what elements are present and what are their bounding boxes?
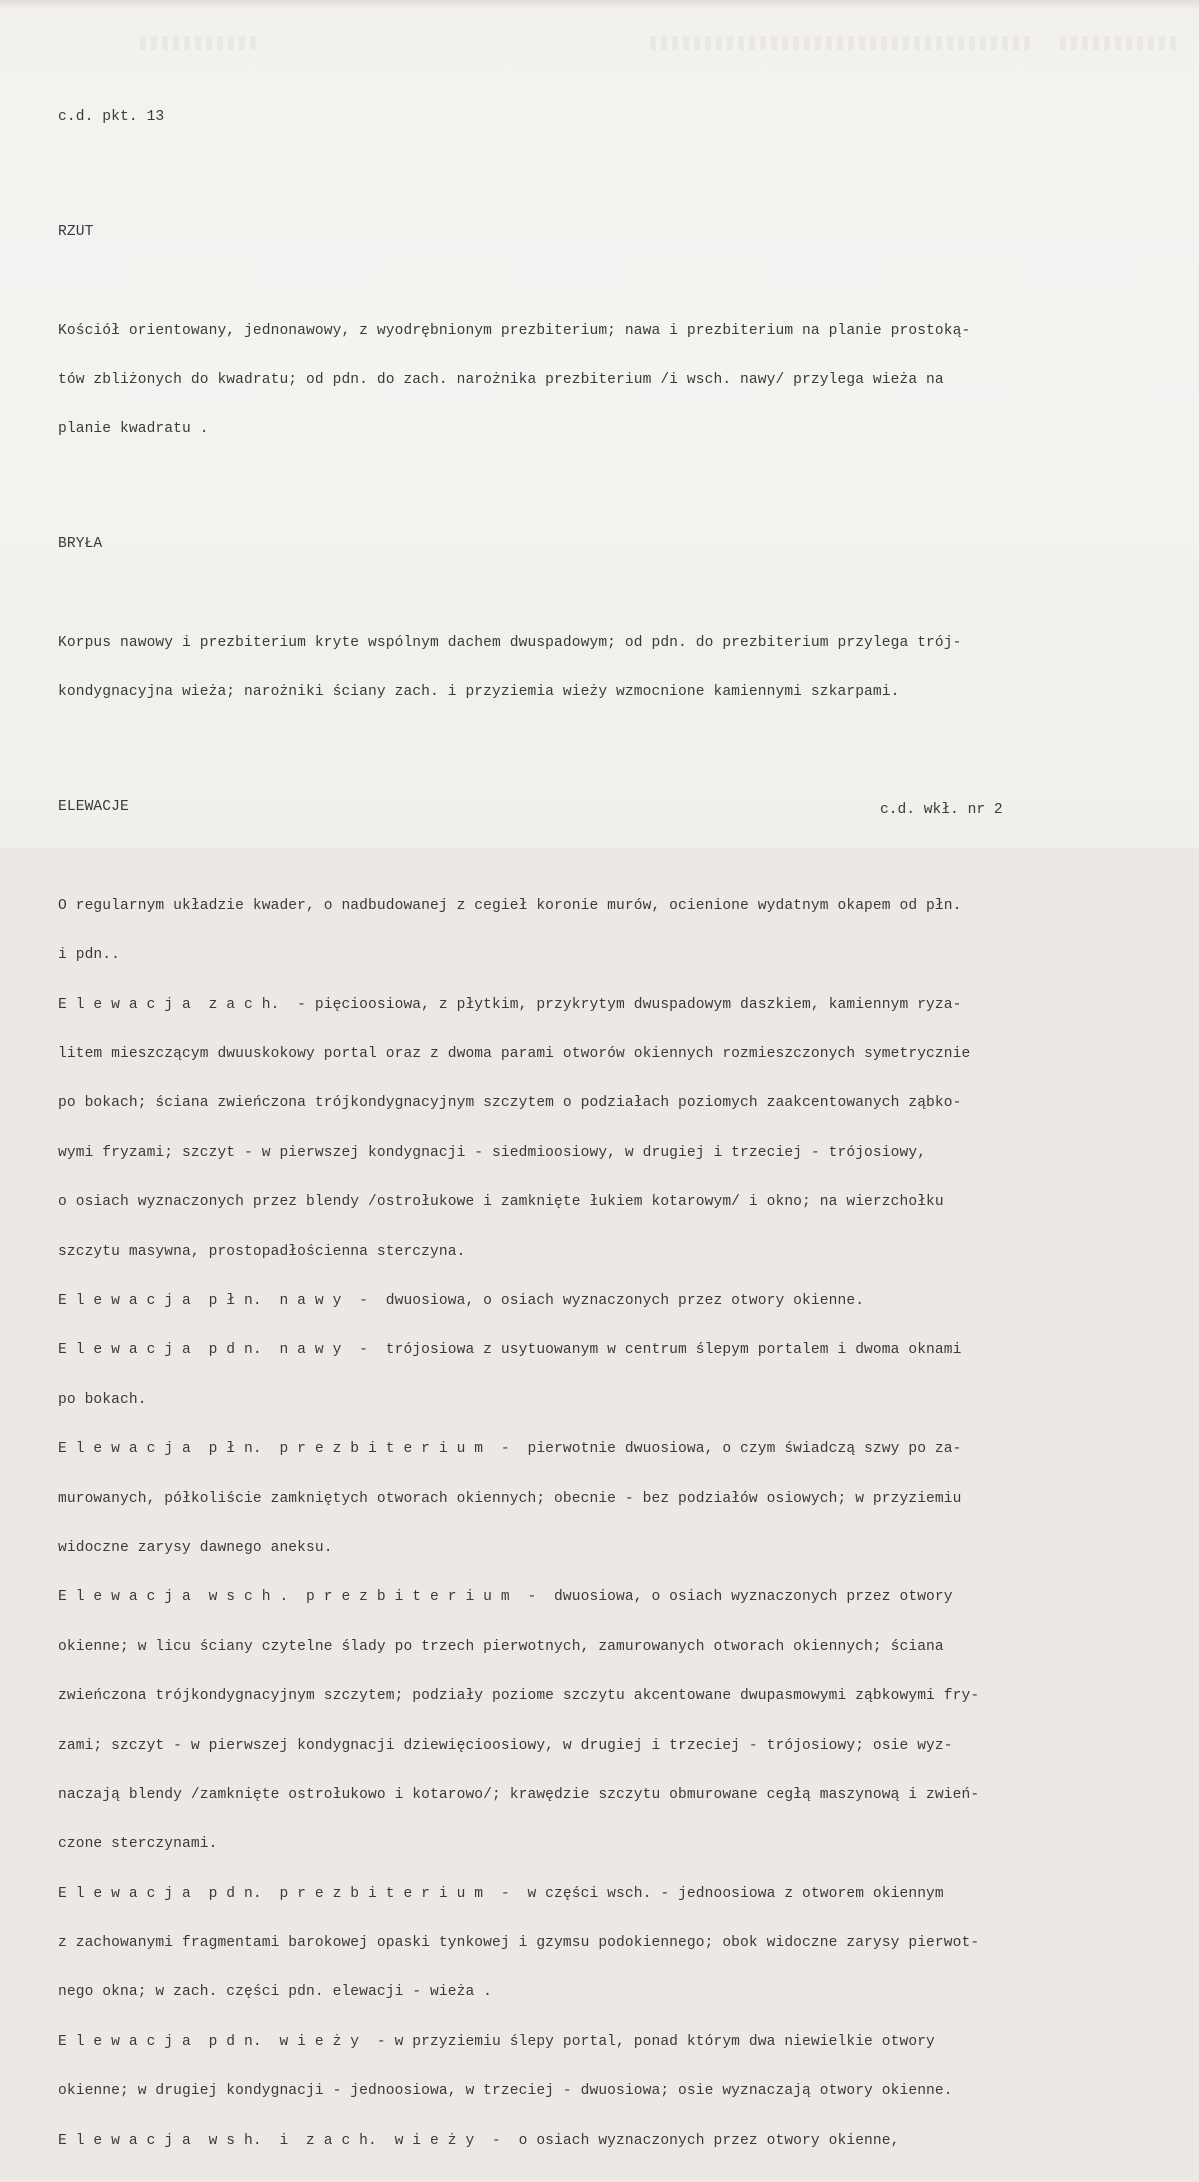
paragraph-line: czone sterczynami. bbox=[58, 1836, 218, 1853]
paragraph-line: E l e w a c j a w s c h . p r e z b i t e r i u m - dwuosiowa, o osiach wyznaczonych przez otwory bbox=[58, 1589, 953, 1606]
paragraph-line: okienne; w drugiej kondygnacji - jednoosiowa, w trzeciej - dwuosiowa; osie wyznaczają otwory okienne. bbox=[58, 2083, 953, 2100]
paragraph-line: zami; szczyt - w pierwszej kondygnacji dziewięcioosiowy, w drugiej i trzeciej - trójosiowy; osie wyz- bbox=[58, 1737, 953, 1754]
paragraph-line: Korpus nawowy i prezbiterium kryte wspólnym dachem dwuspadowym; od pdn. do prezbiterium przylega trój- bbox=[58, 634, 962, 651]
section-heading-elewacje: ELEWACJE bbox=[58, 799, 129, 816]
continuation-header: c.d. pkt. 13 bbox=[58, 109, 165, 125]
paragraph-line: z zachowanymi fragmentami barokowej opaski tynkowej i gzymsu podokiennego; obok widoczne zarysy pierwot- bbox=[58, 1935, 980, 1952]
faint-bleedthrough-text bbox=[140, 36, 260, 50]
page-top-edge bbox=[0, 0, 1199, 10]
paragraph-line: i pdn.. bbox=[58, 947, 121, 964]
paragraph-line: kondygnacyjna wieża; narożniki ściany zach. i przyziemia wieży wzmocnione kamiennymi szkarpami. bbox=[58, 684, 900, 701]
paragraph-line: widoczne zarysy dawnego aneksu. bbox=[58, 1539, 333, 1556]
paragraph-line: E l e w a c j a p d n. w i e ż y - w przyziemiu ślepy portal, ponad którym dwa niewielkie otwory bbox=[58, 2033, 935, 2050]
paragraph-line: murowanych, półkoliście zamkniętych otworach okiennych; obecnie - bez podziałów osiowych; w przyziemiu bbox=[58, 1490, 962, 1507]
paragraph-line: planie kwadratu . bbox=[58, 421, 209, 438]
faint-bleedthrough-text bbox=[1060, 36, 1180, 50]
paragraph-line: E l e w a c j a p ł n. p r e z b i t e r i u m - pierwotnie dwuosiowa, o czym świadczą szwy po za- bbox=[58, 1441, 962, 1458]
paragraph-line: tów zbliżonych do kwadratu; od pdn. do zach. narożnika prezbiterium /i wsch. nawy/ przylega wieża na bbox=[58, 371, 944, 388]
paragraph-line: zwieńczona trójkondygnacyjnym szczytem; podziały poziome szczytu akcentowane dwupasmowymi ząbkowymi fry- bbox=[58, 1688, 980, 1705]
paragraph-line: po bokach; ściana zwieńczona trójkondygnacyjnym szczytem o podziałach poziomych zaakcentowanych ząbko- bbox=[58, 1095, 962, 1112]
paragraph-line: E l e w a c j a p ł n. n a w y - dwuosiowa, o osiach wyznaczonych przez otwory okienne. bbox=[58, 1292, 865, 1309]
paragraph-line: wymi fryzami; szczyt - w pierwszej kondygnacji - siedmioosiowy, w drugiej i trzeciej - trójosiowy, bbox=[58, 1144, 927, 1161]
faint-bleedthrough-text bbox=[650, 36, 1030, 50]
paragraph-line: Kościół orientowany, jednonawowy, z wyodrębnionym prezbiterium; nawa i prezbiterium na planie prostoką- bbox=[58, 322, 971, 339]
paragraph-line: szczytu masywna, prostopadłościenna sterczyna. bbox=[58, 1243, 466, 1260]
paragraph-line: o osiach wyznaczonych przez blendy /ostrołukowe i zamknięte łukiem kotarowym/ i okno; na wierzchołku bbox=[58, 1194, 944, 1211]
paragraph-line: po bokach. bbox=[58, 1391, 147, 1408]
paragraph-line: E l e w a c j a z a c h. - pięcioosiowa, z płytkim, przykrytym dwuspadowym daszkiem, kamiennym ryza- bbox=[58, 996, 962, 1013]
paragraph-line: E l e w a c j a p d n. n a w y - trójosiowa z usytuowanym w centrum ślepym portalem i dwoma oknami bbox=[58, 1342, 962, 1359]
document-body bbox=[58, 77, 1138, 2182]
continuation-footer: c.d. wkł. nr 2 bbox=[880, 802, 1003, 818]
paragraph-line: O regularnym układzie kwader, o nadbudowanej z cegieł koronie murów, ocienione wydatnym okapem od płn. bbox=[58, 897, 962, 914]
paragraph-line: E l e w a c j a p d n. p r e z b i t e r i u m - w części wsch. - jednoosiowa z otworem okiennym bbox=[58, 1885, 944, 1902]
paragraph-line: E l e w a c j a w s h. i z a c h. w i e ż y - o osiach wyznaczonych przez otwory okienne, bbox=[58, 2132, 900, 2149]
paragraph-line: litem mieszczącym dwuuskokowy portal oraz z dwoma parami otworów okiennych rozmieszczonych symetrycznie bbox=[58, 1046, 971, 1063]
paragraph-line: naczają blendy /zamknięte ostrołukowo i kotarowo/; krawędzie szczytu obmurowane cegłą maszynową i zwień- bbox=[58, 1786, 980, 1803]
paragraph-line: nego okna; w zach. części pdn. elewacji - wieża . bbox=[58, 1984, 493, 2001]
section-heading-bryla: BRYŁA bbox=[58, 536, 103, 553]
section-heading-rzut: RZUT bbox=[58, 223, 94, 240]
paragraph-line: okienne; w licu ściany czytelne ślady po trzech pierwotnych, zamurowanych otworach okiennych; ściana bbox=[58, 1638, 944, 1655]
